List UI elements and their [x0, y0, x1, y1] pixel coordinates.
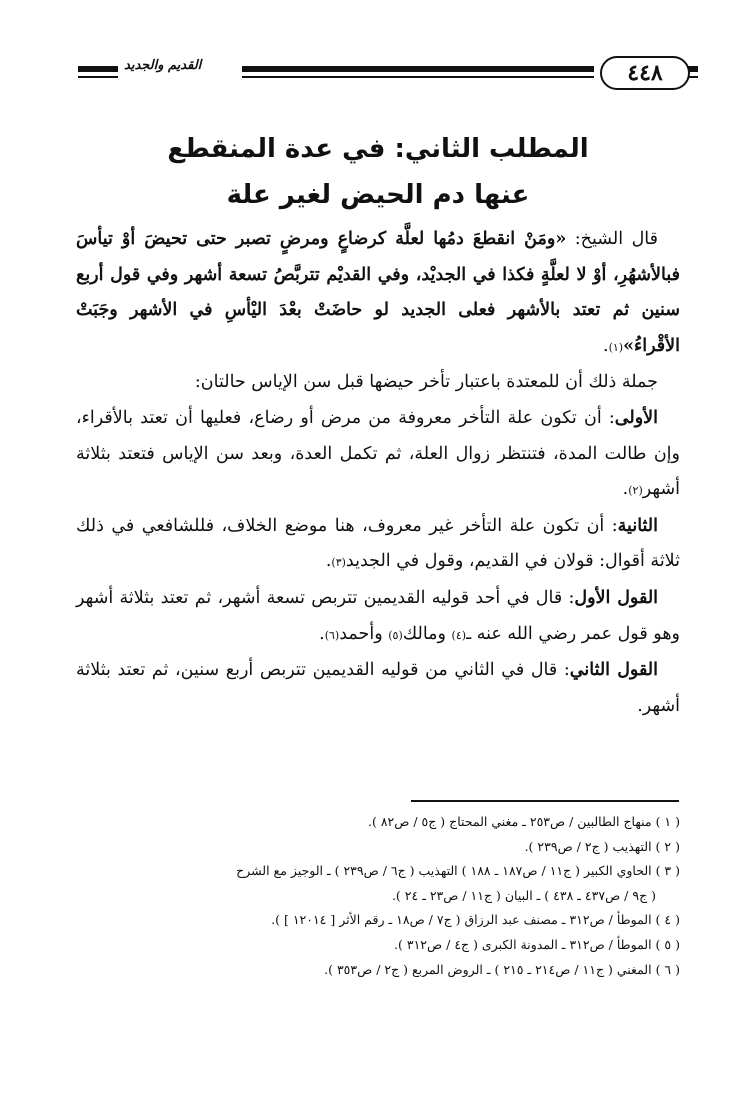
first-case-text: : أن تكون علة التأخر معروفة من مرض أو رضاع، فعليها أن تعتد بالأقراء، وإن طالت المدة، فتنتظر زوال العلة، ثم تكمل العدة، وبعد سن الإياس فتعتد بثلاثة أشهر [76, 407, 680, 500]
first-opinion-text: : قال في أحد قوليه القديمين تتربص تسعة أشهر، ثم تعتد بثلاثة أشهر وهو قول عمر رضي الله عنه ـ [76, 587, 680, 644]
second-opinion-text: : قال في الثاني من قوليه القديمين تتربص أربع سنين، ثم تعتد بثلاثة أشهر. [76, 660, 680, 716]
footnotes [70, 810, 680, 982]
footnote-ref-6: (٦) [324, 628, 340, 642]
header-rule-left-thin [78, 76, 118, 78]
footnote-ref-4: (٤) [451, 628, 467, 642]
page-number: ٤٤٨ [600, 56, 690, 90]
second-opinion-label: القول الثاني [569, 660, 658, 681]
footnote-ref-5: (٥) [388, 628, 403, 642]
header-rule-thick [242, 66, 594, 72]
first-opinion-label: القول الأول [574, 587, 659, 608]
first-opinion-ahmad: وأحمد [339, 623, 389, 644]
first-case-label: الأولى [614, 407, 658, 428]
footnote-ref-1: (١) [608, 340, 624, 354]
section-title-line-1: المطلب الثاني: في عدة المنقطع [167, 134, 589, 164]
paragraph-quote [76, 222, 680, 365]
first-case-end: . [622, 479, 629, 500]
paragraph-first-case [76, 401, 680, 509]
quote-intro: قال الشيخ: [566, 229, 658, 249]
footnote-4: ( ٤ ) الموطأ / ص٣١٢ ـ مصنف عبد الرزاق ( ج٧ / ص١٨ ـ رقم الأثر [ ١٢٠١٤ ] ). [271, 912, 680, 928]
second-case-label: الثانية [617, 515, 658, 536]
page-header [78, 52, 698, 96]
footnote-3-continued: ( ج٩ / ص٤٣٧ ـ ٤٣٨ ) ـ البيان ( ج١١ / ص٢٣ ـ ٢٤ ). [391, 887, 656, 903]
section-title [80, 126, 676, 218]
second-case-text: : أن تكون علة التأخر غير معروف، هنا موضع الخلاف، فللشافعي في ذلك ثلاثة أقوال: قولان في القديم، وقول في الجديد [76, 515, 680, 572]
first-opinion-end: . [319, 623, 325, 644]
footnote-3: ( ٣ ) الحاوي الكبير ( ج١١ / ص١٨٧ ـ ١٨٨ ) التهذيب ( ج٦ / ص٢٣٩ ) ـ الوجيز مع الشرح [236, 863, 680, 879]
header-rule-thin [242, 76, 594, 78]
footnote-2: ( ٢ ) التهذيب ( ج٢ / ص٢٣٩ ). [524, 838, 680, 854]
footnote-ref-3: (٣) [331, 556, 346, 570]
quote-end: . [603, 335, 609, 356]
first-opinion-malik: ومالك [402, 623, 452, 644]
quote-text: «ومَنْ انقطعَ دمُها لعلَّة كرضاعٍ ومرضٍ تصبر حتى تحيضَ أوْ تيأسَ فبالأشهُرِ، أوْ لا لعلَّةٍ فكذا في الجديْد، وفي القديْم تتربَّصُ تسعة أشهر وفي قول أربع سنين ثم تعتد بالأشهر فعلى الجديد لو حاضَتْ بعْدَ اليْأسِ في الأشهر وجَبَتْ الأقْراءُ» [76, 229, 680, 356]
paragraph-second-opinion [76, 653, 680, 724]
footnote-5: ( ٥ ) الموطأ / ص٣١٢ ـ المدونة الكبرى ( ج٤ / ص٣١٢ ). [394, 936, 680, 952]
paragraph-second-case [76, 509, 680, 581]
footnote-ref-2: (٢) [628, 484, 643, 498]
second-case-end: . [325, 551, 332, 572]
footnote-1: ( ١ ) منهاج الطالبين / ص٢٥٣ ـ مغني المحتاج ( ج٥ / ص٨٢ ). [367, 814, 680, 829]
running-title: القديم والجديد [124, 58, 202, 73]
header-rule-left [78, 66, 118, 72]
paragraph-summary: جملة ذلك أن للمعتدة باعتبار تأخر حيضها قبل سن الإياس حالتان: [194, 372, 658, 393]
footnote-separator [411, 800, 679, 802]
footnote-6: ( ٦ ) المغني ( ج١١ / ص٢١٤ ـ ٢١٥ ) ـ الروض المربع ( ج٢ / ص٣٥٣ ). [324, 961, 680, 977]
section-title-line-2: عنها دم الحيض لغير علة [226, 180, 530, 210]
paragraph-first-opinion [76, 581, 680, 653]
body-text [76, 222, 680, 724]
